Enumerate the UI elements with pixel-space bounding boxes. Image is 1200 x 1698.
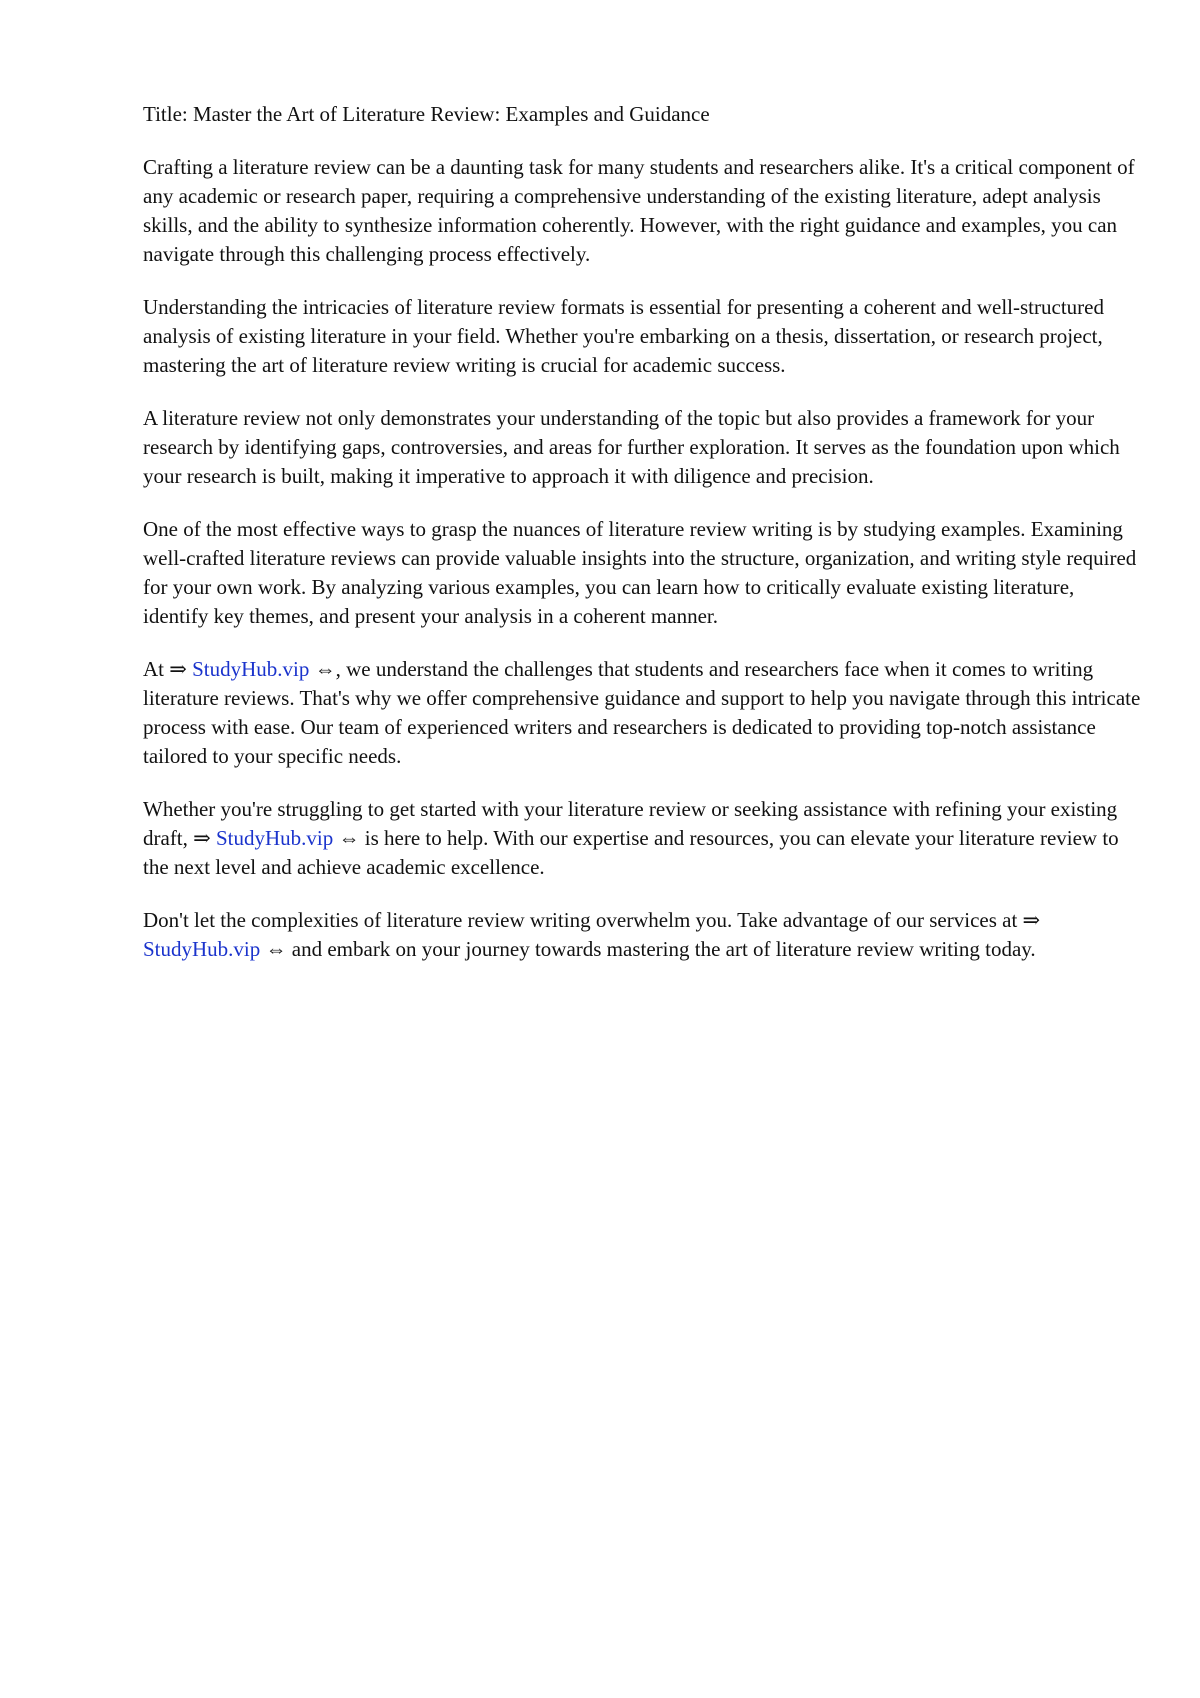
paragraph-closing-after: ⇔ and embark on your journey towards mastering the art of literature review writing today. xyxy=(260,937,1036,961)
paragraph-intro: Crafting a literature review can be a daunting task for many students and researchers alike. It's a critical component of any academic or research paper, requiring a comprehensive understanding of the existing literature, adept analysis skills, and the ability to synthesize information coherently. However, with the right guidance and examples, you can navigate through this challenging process effectively. xyxy=(143,155,1135,266)
paragraph-closing xyxy=(143,906,1143,964)
studyhub-link-2[interactable]: StudyHub.vip xyxy=(216,826,334,850)
paragraph-studyhub-intro xyxy=(143,655,1143,771)
paragraph-studyhub-help-after: ⇔ is here to help. With our expertise and resources, you can elevate your literature review to the next level and achieve academic excellence. xyxy=(143,826,1119,879)
studyhub-link-1[interactable]: StudyHub.vip xyxy=(192,657,310,681)
studyhub-link-3[interactable]: StudyHub.vip xyxy=(143,937,261,961)
paragraph-studyhub-intro-before: At ⇒ xyxy=(143,657,193,681)
paragraph-studyhub-help-before: Whether you're struggling to get started with your literature review or seeking assistance with refining your existing draft, ⇒ xyxy=(143,797,1118,850)
paragraph-studyhub-help xyxy=(143,795,1143,882)
document-body xyxy=(143,100,1143,988)
paragraph-formats: Understanding the intricacies of literature review formats is essential for presenting a coherent and well-structured analysis of existing literature in your field. Whether you're embarking on a thesis, dissertation, or research project, mastering the art of literature review writing is crucial for academic success. xyxy=(143,295,1104,377)
paragraph-closing-before: Don't let the complexities of literature review writing overwhelm you. Take advantage of our services at ⇒ xyxy=(143,908,1041,932)
paragraph-examples: One of the most effective ways to grasp the nuances of literature review writing is by studying examples. Examining well-crafted literature reviews can provide valuable insights into the structure, organization, and writing style required for your own work. By analyzing various examples, you can learn how to critically evaluate existing literature, identify key themes, and present your analysis in a coherent manner. xyxy=(143,517,1137,628)
paragraph-purpose: A literature review not only demonstrates your understanding of the topic but also provides a framework for your research by identifying gaps, controversies, and areas for further exploration. It serves as the foundation upon which your research is built, making it imperative to approach it with diligence and precision. xyxy=(143,406,1120,488)
document-title: Title: Master the Art of Literature Review: Examples and Guidance xyxy=(143,102,710,126)
paragraph-studyhub-intro-after: ⇔, we understand the challenges that students and researchers face when it comes to writing literature reviews. That's why we offer comprehensive guidance and support to help you navigate through this intricate process with ease. Our team of experienced writers and researchers is dedicated to providing top-notch assistance tailored to your specific needs. xyxy=(143,657,1141,768)
